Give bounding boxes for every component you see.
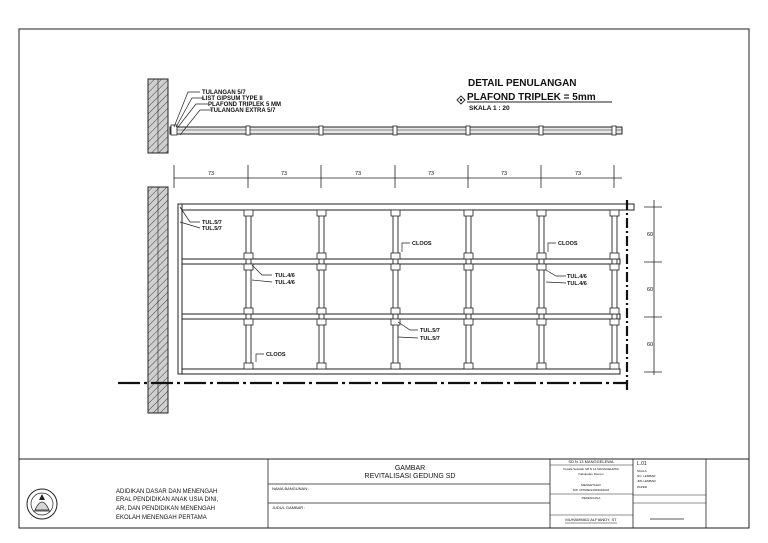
- label-tul46-right-b: TUL.4/6: [567, 281, 587, 287]
- agency-line-3: AR, DAN PENDIDIKAN MENENGAH: [116, 506, 216, 512]
- side-line-2: NO. LEMBAR: [637, 474, 656, 478]
- side-line-4: PAPER: [637, 485, 647, 489]
- agency-line-1: ADIDIKAN DASAR DAN MENENGAH: [116, 489, 218, 495]
- dim-h-4: 73: [427, 171, 435, 177]
- plan-joint-stubs: [244, 210, 619, 369]
- label-tul57-mid-a: TUL.5/7: [420, 328, 440, 334]
- judul-gambar-label: JUDUL GAMBAR :: [272, 505, 306, 510]
- label-tul46-left-a: TUL.4/6: [275, 273, 295, 279]
- firm-sub-1: Kepala Sekolah SD N 13 MANGGELEWA: [563, 467, 619, 471]
- tut-wuri-handayani-logo: [27, 489, 57, 519]
- side-line-3: JML LEMBAR: [637, 479, 656, 483]
- section-detail: [148, 79, 622, 153]
- agency-line-4: EKOLAH MENENGAH PERTAMA: [116, 515, 207, 521]
- dim-h-5: 73: [500, 171, 508, 177]
- signer-name: MUHAMMAD ALFIANDY, ST: [565, 517, 617, 522]
- firm-sub-5: PERENCANA: [581, 496, 601, 500]
- project-title: REVITALISASI GEDUNG SD: [364, 473, 456, 480]
- label-tul46-right-a: TUL.4/6: [567, 274, 587, 280]
- label-cloos-bottom-left: CLOOS: [266, 352, 286, 358]
- detail-title-line1: DETAIL PENULANGAN: [468, 78, 577, 89]
- gambar-label: GAMBAR: [394, 465, 426, 472]
- dim-v-3: 60: [646, 342, 654, 348]
- detail-title-line2: PLAFOND TRIPLEK = 5mm: [467, 92, 596, 103]
- dim-v-1: 60: [646, 232, 654, 238]
- dim-v-2: 60: [646, 287, 654, 293]
- firm-sub-4: NIP. 197009221994032004: [572, 488, 610, 492]
- callout-plafond-triplek: PLAFOND TRIPLEK 5 MM: [208, 102, 281, 108]
- label-tul57-mid-b: TUL.5/7: [420, 336, 440, 342]
- plan-detail: [118, 187, 662, 413]
- agency-line-2: ERAL PENDIDIKAN ANAK USIA DINI,: [116, 497, 219, 503]
- horizontal-dimension-line: [174, 165, 622, 188]
- nama-bangunan-label: NAMA BANGUNAN :: [272, 486, 310, 491]
- dim-h-1: 73: [207, 171, 215, 177]
- detail-scale: SKALA 1 : 20: [469, 105, 510, 112]
- dim-h-2: 73: [280, 171, 288, 177]
- label-cloos-top-right: CLOOS: [558, 241, 578, 247]
- firm-sub-3: MENGETAHUI: [581, 483, 601, 487]
- plan-vertical-members: [246, 210, 617, 369]
- plan-leaders: [180, 207, 566, 362]
- callout-list-gipsum: LIST GIPSUM TYPE II: [202, 96, 263, 102]
- sheet-border: [19, 29, 749, 528]
- side-line-1: SKALA: [637, 469, 647, 473]
- callout-tulangan-extra: TULANGAN EXTRA 5/7: [210, 108, 276, 114]
- firm-name: SD N 13 MANGGELEWA: [568, 459, 614, 464]
- label-tul46-left-b: TUL.4/6: [275, 280, 295, 286]
- detail-title-block: [457, 78, 612, 112]
- sheet-code: L.01: [637, 461, 647, 467]
- firm-sub-2: Kabupaten Dompu: [578, 472, 604, 476]
- dim-h-3: 73: [354, 171, 362, 177]
- label-cloos-top-mid: CLOOS: [412, 241, 432, 247]
- label-tul57-a: TUL.5/7: [202, 220, 222, 226]
- dim-h-6: 73: [574, 171, 582, 177]
- label-tul57-b: TUL.5/7: [202, 226, 222, 232]
- callout-tulangan-57: TULANGAN 5/7: [202, 90, 246, 96]
- title-block: [19, 459, 749, 528]
